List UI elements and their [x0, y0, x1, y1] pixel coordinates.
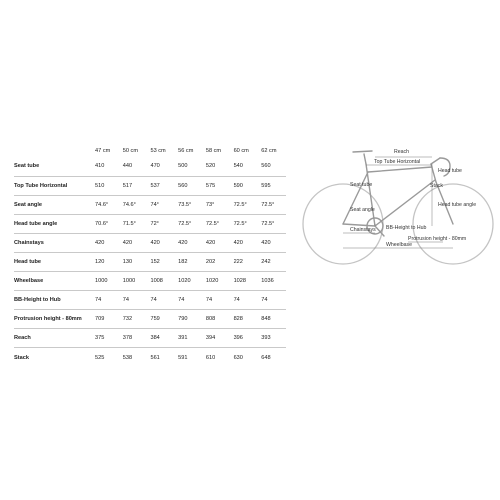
table-cell: 420: [203, 233, 231, 252]
table-cell: 72.5°: [203, 214, 231, 233]
table-cell: 72.5°: [231, 214, 259, 233]
geometry-table: [14, 145, 286, 367]
table-cell: 610: [203, 348, 231, 367]
row-label: Reach: [14, 329, 92, 348]
row-label: BB-Height to Hub: [14, 291, 92, 310]
table-cell: 222: [231, 252, 259, 271]
table-cell: 393: [258, 329, 286, 348]
table-cell: 540: [233, 163, 243, 170]
table-cell: 500: [178, 163, 188, 170]
table-cell: 242: [258, 252, 286, 271]
table-cell: 470: [150, 163, 160, 170]
table-cell: 1020: [175, 272, 203, 291]
saddle: [353, 151, 372, 152]
size-header: 47 cm: [95, 148, 111, 154]
table-cell: 74°: [147, 195, 175, 214]
table-cell: 74: [147, 291, 175, 310]
table-cell: 410: [95, 163, 105, 170]
table-cell: 440: [122, 163, 133, 170]
label-wheelbase: Wheelbase: [386, 242, 412, 248]
table-cell: 394: [203, 329, 231, 348]
table-cell: 510: [92, 176, 120, 195]
size-header: 53 cm: [150, 148, 166, 154]
table-cell: 391: [175, 329, 203, 348]
table-cell: 1036: [258, 272, 286, 291]
table-cell: 420: [258, 233, 286, 252]
table-cell: 790: [175, 310, 203, 329]
table-cell: 72.5°: [258, 195, 286, 214]
table-cell: 525: [92, 348, 120, 367]
table-row: [14, 176, 286, 195]
table-cell: 848: [258, 310, 286, 329]
table-cell: 72°: [147, 214, 175, 233]
label-bb-height: BB-Height to Hub: [386, 225, 427, 231]
table-cell: 74: [258, 291, 286, 310]
table-row: [14, 310, 286, 329]
table-row: [14, 214, 286, 233]
label-head-tube: Head tube: [438, 168, 462, 174]
table-row: [14, 195, 286, 214]
table-row: [14, 272, 286, 291]
row-label: Protrusion height - 80mm: [14, 310, 92, 329]
table-row: [14, 348, 286, 367]
table-cell: 420: [231, 233, 259, 252]
size-header-row: [14, 145, 286, 157]
table-cell: 74: [175, 291, 203, 310]
table-cell: 1020: [203, 272, 231, 291]
stem: [431, 158, 440, 164]
table-cell: 648: [258, 348, 286, 367]
table-cell: 732: [120, 310, 148, 329]
table-cell: 575: [203, 176, 231, 195]
chainstay-tube: [343, 224, 375, 226]
table-cell: 73.5°: [175, 195, 203, 214]
table-cell: 1028: [231, 272, 259, 291]
table-cell: 420: [147, 233, 175, 252]
table-cell: 560: [175, 176, 203, 195]
table-cell: 384: [147, 329, 175, 348]
table-cell: 152: [147, 252, 175, 271]
table-cell: 71.5°: [120, 214, 148, 233]
row-label: Seat angle: [14, 195, 92, 214]
table-cell: 595: [258, 176, 286, 195]
size-header: 58 cm: [205, 148, 222, 154]
table-row: [14, 252, 286, 271]
table-cell: 74.6°: [92, 195, 120, 214]
label-protrusion: Protrusion height - 80mm: [408, 236, 467, 242]
table-cell: 70.6°: [92, 214, 120, 233]
row-label: Seat tube: [14, 163, 40, 170]
bike-geometry-diagram: [298, 130, 498, 275]
header-blank: [14, 145, 92, 157]
table-cell: 72.5°: [231, 195, 259, 214]
table-cell: 828: [231, 310, 259, 329]
table-cell: 74: [203, 291, 231, 310]
table-cell: 590: [231, 176, 259, 195]
table-cell: 1000: [120, 272, 148, 291]
table-cell: 182: [175, 252, 203, 271]
table-cell: 375: [92, 329, 120, 348]
row-label: Chainstays: [14, 233, 92, 252]
row-label: Stack: [14, 348, 92, 367]
table-row: [14, 329, 286, 348]
seat-post: [364, 154, 366, 164]
top-tube: [368, 167, 432, 172]
table-cell: 378: [120, 329, 148, 348]
table-cell: 120: [92, 252, 120, 271]
table-cell: 420: [120, 233, 148, 252]
table-cell: 74: [120, 291, 148, 310]
size-header: 50 cm: [122, 148, 138, 154]
table-cell: 560: [261, 163, 271, 170]
table-row: [14, 233, 286, 252]
row-label: Head tube: [14, 252, 92, 271]
table-cell: 538: [120, 348, 148, 367]
table-cell: 420: [175, 233, 203, 252]
size-header: 56 cm: [178, 148, 194, 154]
table-cell: 1008: [147, 272, 175, 291]
table-cell: 202: [203, 252, 231, 271]
down-tube: [375, 180, 435, 226]
table-cell: 1000: [92, 272, 120, 291]
label-head-tube-angle: Head tube angle: [438, 202, 477, 208]
table-cell: 74.6°: [120, 195, 148, 214]
size-header: 62 cm: [261, 148, 277, 154]
table-cell: 74: [231, 291, 259, 310]
table-cell: 72.5°: [258, 214, 286, 233]
table-cell: 73°: [203, 195, 231, 214]
label-seat-angle: Seat angle: [350, 207, 375, 213]
row-label: Top Tube Horizontal: [14, 176, 92, 195]
label-seat-tube: Seat tube: [350, 182, 373, 188]
table-cell: 759: [147, 310, 175, 329]
row-label: Head tube angle: [14, 214, 92, 233]
table-cell: 396: [231, 329, 259, 348]
label-top-tube: Top Tube Horizontal: [374, 159, 421, 165]
label-reach: Reach: [394, 149, 409, 155]
table-cell: 517: [120, 176, 148, 195]
table-cell: 808: [203, 310, 231, 329]
table-cell: 591: [175, 348, 203, 367]
label-stack: Stack: [430, 183, 443, 189]
table-cell: 537: [147, 176, 175, 195]
table-row: [14, 157, 286, 176]
table-cell: 74: [92, 291, 120, 310]
table-cell: 72.5°: [175, 214, 203, 233]
table-cell: 709: [92, 310, 120, 329]
table-cell: 130: [120, 252, 148, 271]
table-cell: 420: [92, 233, 120, 252]
table-row: [14, 291, 286, 310]
size-header: 60 cm: [233, 148, 249, 154]
row-label: Wheelbase: [14, 272, 92, 291]
table-cell: 520: [205, 163, 216, 170]
label-chainstays: Chainstays: [350, 227, 376, 233]
table-cell: 561: [147, 348, 175, 367]
table-cell: 630: [231, 348, 259, 367]
seat-tube: [366, 164, 375, 226]
seatstay-tube: [343, 172, 368, 224]
